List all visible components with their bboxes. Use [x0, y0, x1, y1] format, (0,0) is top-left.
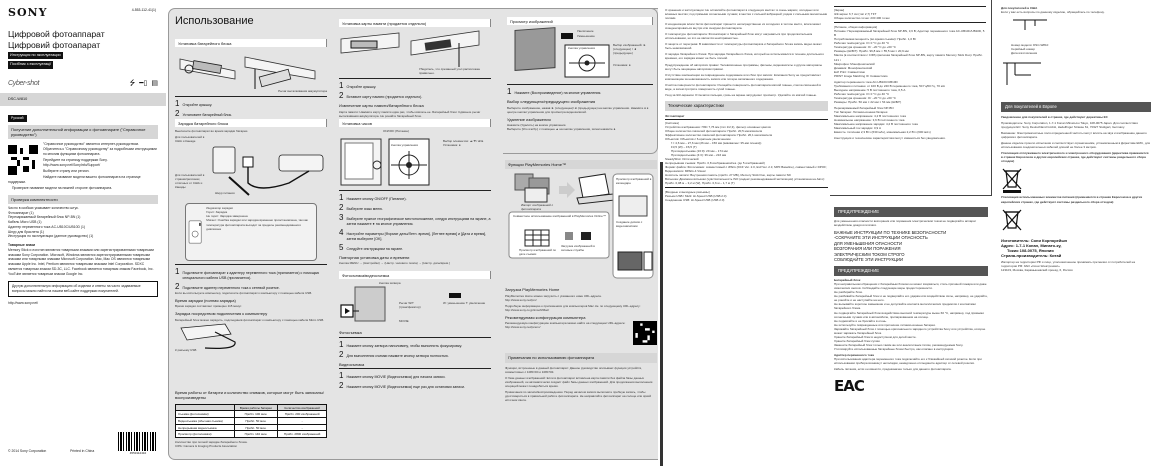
more-info-section: "Справочное руководство" является интернет-руководством. Обратитесь к "Справочному руководству" за подробными инструкциями по многим функциям фотоаппарата. Перейдите на страницу поддержки Sony. http://www.sony.net/SonyInfo/Support/ Выберите страну или регион. Найдите название модели вашего фотоаппарата на странице поддержки. Проверьте название модели на нижней стороне фотоаппарата. — [8, 142, 157, 190]
step: 2 Выберите язык меню. — [339, 203, 383, 213]
usage-title: Использование — [175, 15, 254, 27]
product-title: Цифровой фотоаппарат Цифровий фотоапарат — [8, 28, 105, 50]
step: 1 Нажмите кнопку затвора наполовину, чтобы выполнить фокусировку. — [339, 339, 463, 349]
battery-bin-icon — [1001, 208, 1023, 234]
usa-section: Для покупателей в США Если у вас есть вопросы по данному изделию, обращайтесь по телефону. Номер модели: DSC-W810 Серийный номер Дата изготовления — [1001, 6, 1151, 88]
brand-logo: SONY — [8, 6, 48, 19]
specs-camera: Фотоаппарат [Система] Устройство изображения: ПЗС 7,76 мм (тип 1/2,3), фильтр основных цветов Общее количество пикселей фотоаппарата: Прибл. 20,5 мегапикселя Эффективное количество пикселей фотоаппарата: Прибл. 20,1 мегапикселя Объектив: Объектив с 6-кратным увеличением f = 4,6 мм – 27,6 мм (26 мм – 156 мм (эквивалент 35-мм пленки)) F3,5 (W) – F6,5 (T) При видеосъемке (16:9): 29 мм – 174 мм При видеосъемке (4:3): 36 мм – 216 мм SteadyShot: Оптический Непрерывная съемка: Прибл. 0,8 изображения/сек. (до 5 изображений) Формат файла: Фотоснимки: совместимый с JPEG (DCF Ver. 2.0, Exif Ver. 2.3, MPF Baseline), совместимый с DPOF; Видеозаписи: MPEG-4 Visual Носитель записи: Внутренняя память (прибл. 27 МБ), Memory Stick Duo, карты памяти SD Вспышка: Диапазон вспышки (чувствительность ISO (индекс рекомендованной экспозиции) установлена на Авто): Прибл. 0,08 м – 3,2 м (W), Прибл. 0,6 м – 1,7 м (T) [Входные и выходные разъемы] Разъем USB / Multi: Hi-Speed USB (USB 2.0) Соединение USB: Hi-Speed USB (USB 2.0) — [665, 113, 827, 203]
qr-code-icon — [8, 145, 38, 175]
step: 2 Нажмите кнопку MOVIE (Видеосъемка) еще раз для остановки записи. — [339, 381, 466, 391]
date-code-diagram — [1001, 61, 1061, 87]
notes-specs-column — [665, 0, 828, 466]
step: 2 Установите батарейный блок. — [175, 109, 233, 119]
charge-lamp-illustration — [188, 206, 203, 258]
step: 1 Нажмите кнопку MOVIE (Видеосъемка) для начала записи. — [339, 371, 446, 381]
specs-continued: [Экран] ЖК-экран: 6,7 см (тип 2,7) TFT Общее количество точек: 230 400 точек [Питание, общая информация] Питание: Перезаряжаемый батарейный блок NP-BN, 3,6 В; Адаптер переменного тока AC-UB10C/UB10D, 5 В Потребляемая мощность (во время съемки): Прибл. 1,0 Вт Рабочая температура: От 0 °C до 40 °C Температура хранения: От –20 °C до +60 °C Размеры (Ш/В/Г): Прибл. 96,8 мм × 55,5 мм × 20,9 мм Масса (в соответствии с CIPA) (включая батарейный блок NP-BN, карту памяти Memory Stick Duo): Прибл. 121 г Микрофон: Монофонический Динамик: Монофонический Exif Print: Совместимо PRINT Image Matching III: Совместимо Адаптер переменного тока AC-UB10C/UB10D Требования к питанию: от 100 В до 240 В переменного тока, 50 Гц/60 Гц, 70 мА Выходное напряжение: 5 В постоянного тока, 0,5 А Рабочая температура: От 0 °C до 40 °C Температура хранения: От –20 °C до +60 °C Размеры: Прибл. 50 мм × 22 мм × 54 мм (Ш/В/Г) Перезаряжаемый батарейный блок NP-BN Тип батареи: Литиево-ионная батарея Максимальное напряжение: 4,2 В постоянного тока Номинальное напряжение: 3,6 В постоянного тока Максимальное напряжение зарядки: 4,2 В постоянного тока Максимальный ток зарядки: 0,9 A Емкость: типичная 2,3 Втч (630 мАч), минимальная 2,2 Втч (600 мАч) Конструкция и технические характеристики могут изменяться без уведомления. — [830, 0, 992, 196]
clock-illustration — [339, 133, 439, 189]
viewing-panel — [503, 8, 658, 154]
more-info-heading: Получение дополнительной информации о фотоаппарате ("Справочное руководство") — [8, 125, 158, 139]
charging-illustration — [209, 133, 329, 199]
notes-heading: Примечания по использованию фотоаппарата — [505, 353, 657, 362]
charging-section: Зарядка батарейного блока Выключите фотоаппарат во время зарядки батареи. Для пользователей в США и Канаде Для пользователей в странах/регионах, отличных от США и Канады Шнур питания Индикатор зарядки Горит: Зарядка Не горит: Зарядка завершена Мигает: Ошибка зарядки или зарядка временно приостановлена, так как температура фотоаппарата выходит за пределы рекомендованного диапазона 1 Подключите фотоаппарат к адаптеру переменного тока (прилагается) с помощью специального кабеля USB (прилагается). 2 Подключите адаптер переменного тока к сетевой розетке. Если вы используете компьютер, подключите фотоаппарат к компьютеру с помощью кабеля USB. Время зарядки (полная зарядка) Время зарядки составляет примерно 115 минут. Зарядка посредством подключения к компьютеру Батарейный блок можно зарядить, подсоединив фотоаппарат к компьютеру с помощью кабеля Micro USB. К разъему USB — [175, 119, 327, 352]
charge-lamp-box — [185, 203, 317, 261]
eac-mark-icon: EAC — [834, 377, 864, 396]
step: 3 Выберите нужное географическое местоположение, следуя инструкциям на экране, а затем нажмите ● на кнопке управления. — [339, 213, 491, 227]
printed-in: Printed in China — [70, 449, 95, 454]
memory-card-icon: ▤ — [151, 79, 158, 87]
table-row: Непрерывная видеосъемка Прибл. 50 мин. - — [176, 424, 327, 431]
compat-icons — [129, 79, 158, 88]
wt-lever-icon — [449, 293, 461, 298]
sub-brand-row — [8, 79, 158, 88]
shooting-section: Фотосъемка/видеосъемка Кнопка затвора Рычаг W/T (трансфокатор) MOVIE W: уменьшение T: увеличение Фотосъемка 1 Нажмите кнопку затвора наполовину, чтобы выполнить фокусировку. 2 Для выполнения съемки нажмите кнопку затвора полностью. Видеосъемка 1 Нажмите кнопку MOVIE (Видеосъемка) для начала записи. 2 Нажмите кнопку MOVIE (Видеосъемка) еще раз для остановки записи. — [339, 271, 491, 390]
qr-code-icon — [633, 321, 657, 345]
viewing-section: Просмотр изображений Увеличение Уменьшение Кнопка управления Выбор изображений: ► (следующее) / ◄ (предыдущее) Установка: ● 1 Нажмите (Воспроизведение) на кнопке управления. Выбор следующего/предыдущего изображения Выберите изображение, нажав ► (следующее)/◄ (предыдущее) на кнопке управления. Нажмите ● в центре кнопки управления для просмотра видеозаписей. Удаление изображения Нажмите (Удалить) на кнопке управления. Выберите [Это изобр.] с помощью ▲ на кнопке управления, затем нажмите ●. — [507, 17, 653, 131]
barcode: 4553112410 — [118, 432, 158, 454]
step: 1 Откройте крышку. — [339, 81, 377, 91]
step: 4 Настройте параметры [Формат даты/Летн. время], [Летнее время] и [Дата и время], затем выберите [OK]. — [339, 227, 487, 241]
importer-info: Импортер на территории РФ и лицо, уполномоченное принимать претензии от потребителей на территории РФ: ЗАО «Сони Электроникс» 123103, Москва, Карамышевский проезд, 6, Россия — [1001, 260, 1135, 273]
card-insert-section: Установка карты памяти (продается отдельно) Убедитесь, что срезанный угол расположен правильно. 1 Откройте крышку. 2 Вставьте карту памяти (продается отдельно). Извлечение карты памяти/батарейного блока Карта памяти: Нажмите карту памяти один раз, чтобы извлечь ее. Батарейный блок: Сдвиньте рычаг выталкивания аккумулятора. Не роняйте батарейный блок. — [339, 19, 491, 118]
step: 1 Нажмите кнопку ON/OFF (Питание). — [339, 193, 407, 203]
usb-icon: ⭍ — [129, 79, 136, 87]
step: 2 Для выполнения съемки нажмите кнопку затвора полностью. — [339, 349, 449, 359]
contents-list: Число в скобках указывает количество штук. Фотоаппарат (1) Перезаряжаемый батарейный блок NP-BN (1) Кабель Micro USB (1) Адаптер переменного тока AC-UB10C/UB10D (1) Шнур для браслета (1) Инструкция по эксплуатации (данное руководство) (1) — [8, 205, 94, 239]
europe-heading: Для покупателей в Европе — [1001, 102, 1151, 112]
check-heading: Проверка комплектности — [8, 195, 158, 204]
step: 1 Подключите фотоаппарат к адаптеру переменного тока (прилагается) с помощью специального кабеля USB (прилагается). — [175, 267, 320, 281]
step: 5 Следуйте инструкциям на экране. — [339, 242, 404, 252]
table-row: Съемка (фотоснимки) Прибл. 100 мин. Прибл. 200 изображений — [176, 411, 327, 418]
table-row: Видеосъемка (обычная съемка) Прибл. 50 мин. - — [176, 418, 327, 425]
cover-column — [0, 0, 166, 466]
download-url[interactable]: http://www.sony.net/pm/ — [505, 297, 537, 302]
model-label-diagram — [1011, 16, 1051, 42]
step: 1 Откройте крышку. — [175, 99, 213, 109]
specs-warnings-column — [830, 0, 992, 466]
manual-label: Инструкция по эксплуатации — [8, 50, 158, 59]
weee-bin-icon — [1001, 167, 1023, 193]
battery-warnings: Батарейный блок При неправильном обращении с батарейным блоком он может взорваться, стать причиной пожара или даже химических ожогов. Соблюдайте следующие меры предосторожности. Не разбирайте блок. Не разбивайте батарейный блок и не подвергайте его ударам или воздействию силы, например, не ударяйте, не роняйте и не наступайте на него. Не вызывайте короткое замыкание и не допускайте контакта металлических предметов с контактами батарейного блока. Не подвергайте батарейный блок воздействию высокой температуры выше 60 °C, например, под прямыми солнечными лучами или в автомобиле, припаркованном на солнце. Не поджигайте и не бросайте в огонь. Не используйте поврежденные или протекшие литиево-ионные батареи. Заряжайте батарейный блок с помощью оригинального зарядного устройства Sony или устройства, которое может заряжать батарейный блок. Храните батарейный блок в недоступном для детей месте. Храните батарейный блок сухим. Замените батарейный блок только таким же или аналогичным типом, рекомендуемым Sony. Утилизируйте использованные батарейные блоки быстро, как описано в инструкциях. Адаптер переменного тока При использовании адаптера переменного тока подключайте его к ближайшей сетевой розетке. Если при использовании прибора возникнут неполадки, немедленно отсоедините адаптер от сетевой розетки. Кабель питания, если он имеется, предназначен только для данного фотоаппарата. — [834, 278, 988, 372]
specs-heading: Технические характеристики — [665, 101, 828, 111]
shooting-illustration — [339, 281, 399, 325]
warning-heading: ПРЕДУПРЕЖДЕНИЕ — [834, 266, 988, 276]
safety-instructions: ВАЖНЫЕ ИНСТРУКЦИИ ПО ТЕХНИКЕ БЕЗОПАСНОСТИ -СОХРАНИТЕ ЭТИ ИНСТРУКЦИИ ОПАСНОСТЬ ДЛЯ УМЕНЬШЕНИЯ ОПАСНОСТИ ВОЗГОРАНИЯ ИЛИ ПОРАЖЕНИЯ ЭЛЕКТРИЧЕСКИМ ТОКОМ СТРОГО СОБЛЮДАЙТЕ ЭТИ ИНСТРУКЦИИ — [834, 229, 947, 263]
divider — [660, 162, 663, 466]
connector-icon: ━▯ — [139, 79, 148, 87]
europe-column — [995, 0, 1157, 466]
battery-insert-section: Установка батарейного блока Рычаг выталкивания аккумулятора 1 Откройте крышку. 2 Установите батарейный блок. — [175, 40, 327, 119]
notes-continued: О хранении и эксплуатации: Не оставляйте фотоаппарат в следующих местах: в очень жарких, холодных или влажных местах; под прямыми солнечными лучами; в местах с сильной вибрацией; рядом с сильными магнитными полями. О конденсации влаги: Если фотоаппарат принести непосредственно из холодного в теплое место, влага может сконденсироваться внутри или снаружи фотоаппарата. О температуре фотоаппарата: Фотоаппарат и батарейный блок могут нагреваться при продолжительном использовании, но это не является неисправностью. О защите от перегрева: В зависимости от температуры фотоаппарата и батарейного блока запись видео может быть невозможной. О зарядке батарейного блока: При зарядке батарейного блока, который не использовался в течение длительного времени, его зарядка может не быть полной. Предупреждение об авторских правах: Телевизионные программы, фильмы, видеокассеты и другие материалы могут быть защищены авторским правом. Отсутствие компенсации за поврежденное содержание или сбои при записи: Компания Sony не предоставляет компенсацию за невозможность записи или потерю записанного содержания. Очистка поверхности фотоаппарата: Очищайте поверхность фотоаппарата мягкой тканью, слегка смоченной в воде, а затем протрите поверхность сухой тканью. Уход за ЖК-экраном: Отпечатки пальцев, грязь на экране затрудняют просмотр. Удаляйте их мягкой тканью. — [665, 8, 828, 97]
warnings-section: ПРЕДУПРЕЖДЕНИЕ Для уменьшения опасности возгорания или поражения электрическим током не подвергайте аппарат воздействию дождя или влаги. ВАЖНЫЕ ИНСТРУКЦИИ ПО ТЕХНИКЕ БЕЗОПАСНОСТИ -СОХРАНИТЕ ЭТИ ИНСТРУКЦИИ ОПАСНОСТЬ ДЛЯ УМЕНЬШЕНИЯ ОПАСНОСТИ ВОЗГОРАНИЯ ИЛИ ПОРАЖЕНИЯ ЭЛЕКТРИЧЕСКИМ ТОКОМ СТРОГО СОБЛЮДАЙТЕ ЭТИ ИНСТРУКЦИИ ПРЕДУПРЕЖДЕНИЕ Батарейный блок При неправильном обращении с батарейным блоком он может взорваться, стать причиной пожара или даже химических ожогов. Соблюдайте следующие меры предосторожности. Не разбирайте блок. Не разбивайте батарейный блок и не подвергайте его ударам или воздействию силы, например, не ударяйте, не роняйте и не наступайте на него. Не вызывайте короткое замыкание и не допускайте контакта металлических предметов с контактами батарейного блока. Не подвергайте батарейный блок воздействию высокой температуры выше 60 °C, например, под прямыми солнечными лучами или в автомобиле, припаркованном на солнце. Не поджигайте и не бросайте в огонь. Не используйте поврежденные или протекшие литиево-ионные батареи. Заряжайте батарейный блок с помощью оригинального зарядного устройства Sony или устройства, которое может заряжать батарейный блок. Храните батарейный блок в недоступном для детей месте. Храните батарейный блок сухим. Замените батарейный блок только таким же или аналогичным типом, рекомендуемым Sony. Утилизируйте использованные батарейные блоки быстро, как описано в инструкциях. Адаптер переменного тока При использовании адаптера переменного тока подключайте его к ближайшей сетевой розетке. Если при использовании прибора возникнут неполадки, немедленно отсоедините адаптер от сетевой розетки. Кабель питания, если он имеется, предназначен только для данного фотоаппарата. EAC — [834, 209, 988, 396]
clock-section: Установка часов ON/OFF (Питание) Кнопка управления Выбор элементов: ▲/▼/◄/► Установка: ● 1 Нажмите кнопку ON/OFF (Питание). 2 Выберите язык меню. 3 Выберите нужное географическое местоположение, следуя инструкциям на экране, а затем нажмите ● на кнопке управления. 4 Настройте параметры [Формат даты/Летн. время], [Летнее время] и [Дата и время], затем выберите [OK]. 5 Следуйте инструкциям на экране. Повторная установка даты и времени Кнопка MENU → (Настройки) → (Настр. часового пояса) → [Настр. даты/врем.] — [339, 120, 491, 266]
support-url[interactable]: http://www.sony.net/ — [8, 300, 39, 305]
support-note: Другую дополнительную информацию об изделии и ответы на часто задаваемые вопросы можно найти на нашем веб-сайте поддержки покупателей. — [8, 281, 158, 297]
notes-text: Функции, встроенные в данный фотоаппарат: Данное руководство описывает функции устройств, совместимых с 1080 60i и 1080 50i. О базе данных изображений: Если в фотоаппарат вставлена карта памяти без файла базы данных изображений, он автоматически создаст файл базы данных изображений. Для продолжения выполнения операций может понадобиться время. Примечания по записи/воспроизведению: Перед началом записи выполните пробную запись, чтобы удостовериться в правильной работе фотоаппарата. Не направляйте фотоаппарат на солнце или яркий источник света. — [505, 365, 653, 403]
playmemories-section: Функции PlayMemories Home™ Импорт изображений с фотоаппарата Просмотр изображений в календаре Совместное использование изображений в PlayMemories Online™ Загрузка изображений в сетевые службы Просмотр изображений по дате съемки Создание дисков с видеозаписями Загрузка PlayMemories Home PlayMemories Home можно загрузить с указанного ниже URL-адреса. http://www.sony.net/pm/ Подробную информацию о приложениях для компьютеров Mac см. по следующему URL-адресу: http://www.sony.co.jp/imsoft/Mac/ Рекомендуемая конфигурация компьютера Рекомендуемую конфигурацию компьютера можно найти на следующем URL-адресе: http://www.sony.net/pcenv/ Примечания по использованию фотоаппарата Функции, встроенные в данный фотоаппарат: Данное руководство описывает функции устройств, совместимых с 1080 60i и 1080 50i. О базе данных изображений: Если в фотоаппарат вставлена карта памяти без файла базы данных изображений, он автоматически создаст файл базы данных изображений. Для продолжения выполнения операций может понадобиться время. Примечания по записи/воспроизведению: Перед началом записи выполните пробную запись, чтобы удостовериться в правильной работе фотоаппарата. Не направляйте фотоаппарат на солнце или яркий источник света. — [505, 160, 657, 404]
warning-heading: ПРЕДУПРЕЖДЕНИЕ — [834, 207, 988, 217]
cover-footer — [8, 432, 158, 454]
manual-label: Посібник з експлуатації — [8, 59, 158, 68]
language-tag: Русский — [8, 115, 27, 122]
table-row: Просмотр (фотоснимки) Прибл. 140 мин. Прибл. 2800 изображений — [176, 431, 327, 438]
trademarks: Товарные знаки Memory Stick и логотип являются товарными знаками или зарегистрированными товарными знаками Sony Corporation. Microsoft, Windows являются зарегистрированными товарными знаками или товарными знаками Microsoft Corporation. Mac, Mac OS являются товарными знаками Apple Inc. Intel, Pentium являются товарными знаками Intel Corporation. SDXC является товарным знаком SD-3C, LLC. Facebook является товарным знаком Facebook, Inc. YouTube является товарным знаком Google Inc. — [8, 243, 154, 276]
charge-lamp-notes: Индикатор зарядки Горит: Зарядка Не горит: Зарядка завершена Мигает: Ошибка зарядки или зарядка временно приостановлена, так как температура фотоаппарата выходит за пределы рекомендованного диапазона — [206, 206, 308, 231]
sub-brand: Cyber-shot — [8, 79, 40, 87]
battery-insert-illustration — [175, 49, 325, 93]
playmemories-diagram: Импорт изображений с фотоаппарата Просмотр изображений в календаре Совместное использование изображений в PlayMemories Online™ Загрузка изображений в сетевые службы Просмотр изображений по дате съемки Создание дисков с видеозаписями — [505, 172, 657, 284]
step: 2 Вставьте карту памяти (продается отдельно). — [339, 91, 423, 101]
battery-life-section: Время работы от батареи и количество снимков, которые могут быть записаны/воспроизведены Время работы батареи Количество изображений Съемка (фотоснимки) Прибл. 100 мин. Прибл. 200 изображений Видеосъемка (обычная съемка) Прибл. 50 мин. - Непрерывная видеосъемка Прибл. 50 мин. - Просмотр (фотоснимки) Прибл. 140 мин. Прибл. 2800 изображений Количество при полной зарядке батарейного блока. CIPA: Camera & Imaging Products Association — [175, 387, 327, 448]
part-number: 4-553-112-41(1) — [131, 8, 156, 12]
manufacturer-info: Изготовитель: Сони Корпорейшн Адрес: 1-7-1 Конан, Минато-ку, Токио 108-0075, Япония Страна-производитель: Китай — [1001, 237, 1068, 259]
model-number: DSC-W810 — [0, 93, 166, 106]
battery-life-table: Время работы батареи Количество изображений Съемка (фотоснимки) Прибл. 100 мин. Прибл. 200 изображений Видеосъемка (обычная съемка) Прибл. 50 мин. - Непрерывная видеосъемка Прибл. 50 мин. - Просмотр (фотоснимки) Прибл. 140 мин. Прибл. 2800 изображений — [175, 404, 327, 438]
europe-text: Уведомление для покупателей в странах, где действуют директивы ЕС Производитель: Sony Corporation, 1-7-1 Konan Minato-ku Tokyo, 108-0075 Japan. Для соответствия продукции ЕС: Sony Deutschland GmbH, Hedelfinger Strasse 61, 70327 Stuttgart, Germany. Внимание: Электромагнитные поля определенной частоты могут влиять на звук и изображение данного цифрового фотоаппарата. Данное изделие прошло испытания и соответствует ограничениям, установленным в Директиве EMC, для использования соединительных кабелей длиной не более 3 метров. Утилизация отслужившего электрического и электронного оборудования (директива применяется в странах Евросоюза и других европейских странах, где действуют системы раздельного сбора отходов) Утилизация использованных элементов питания (применяется в странах Евросоюза и других европейских странах, где действуют системы раздельного сбора отходов) — [1001, 115, 1151, 204]
card-insert-illustration — [339, 29, 489, 69]
copyright: © 2014 Sony Corporation — [8, 449, 47, 454]
step: 2 Подключите адаптер переменного тока к сетевой розетке. — [175, 282, 280, 291]
step: 1 Нажмите (Воспроизведение) на кнопке управления. — [507, 87, 602, 97]
